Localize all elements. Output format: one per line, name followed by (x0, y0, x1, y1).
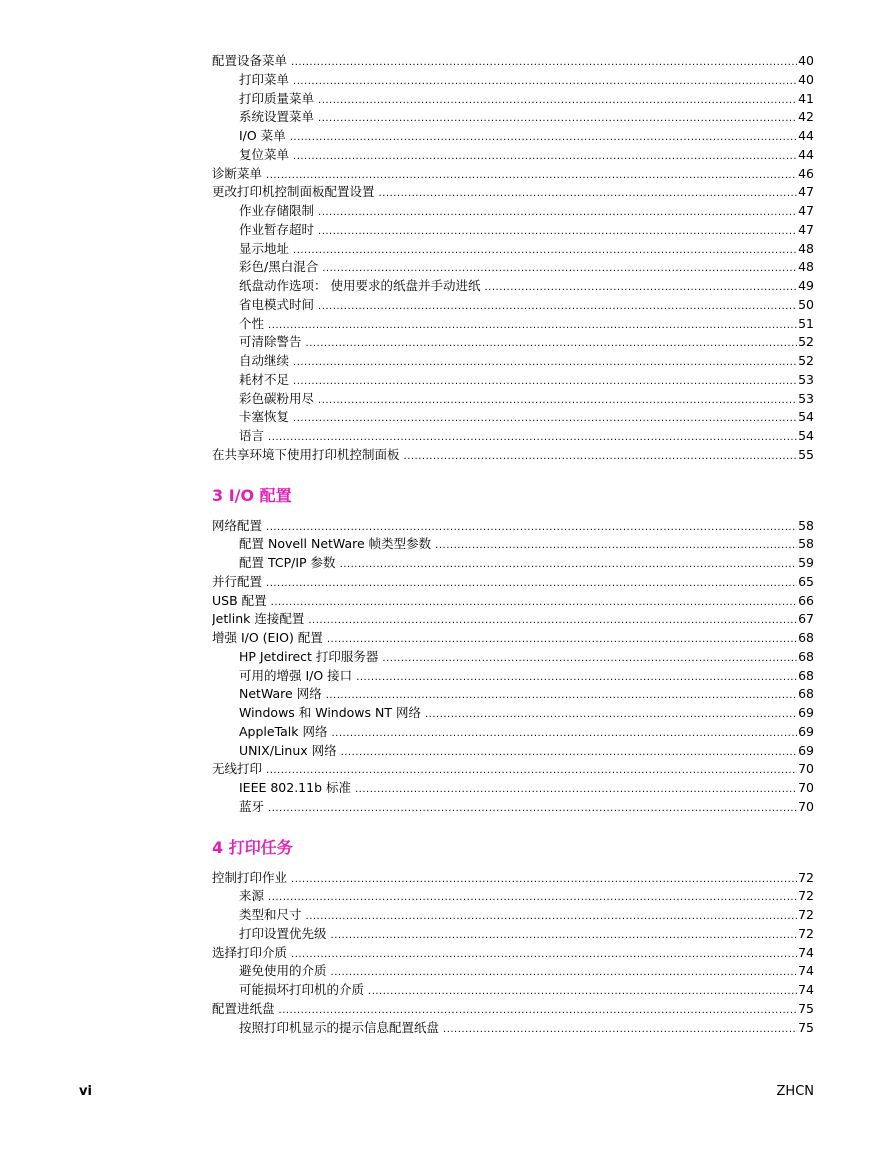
toc-dot-leader (331, 927, 798, 944)
toc-entry-label: 蓝牙 (239, 798, 265, 814)
toc-entry-label: 并行配置 (212, 573, 263, 589)
toc-dot-leader (293, 373, 797, 390)
toc-entry-page-number: 68 (798, 686, 814, 702)
toc-dot-leader (318, 298, 797, 315)
toc-entry[interactable] (212, 71, 814, 90)
toc-entry-page-number: 72 (798, 907, 814, 922)
toc-entry-page-number: 75 (798, 1019, 814, 1035)
toc-dot-leader (326, 687, 797, 704)
toc-dot-leader (268, 889, 797, 906)
toc-entry-label: 更改打印机控制面板配置设置 (212, 184, 375, 200)
toc-entry-label: 卡塞恢复 (239, 409, 290, 425)
toc-entry-page-number: 50 (798, 296, 814, 312)
toc-entry[interactable] (212, 277, 814, 296)
toc-entry-page-number: 48 (798, 240, 814, 256)
toc-dot-leader (404, 448, 798, 465)
toc-entry-page-number: 48 (798, 259, 814, 275)
toc-entry-page-number: 52 (798, 353, 814, 368)
toc-entry-label: 自动继续 (239, 353, 290, 368)
toc-entry-page-number: 66 (798, 592, 814, 608)
toc-entry-page-number: 69 (798, 723, 814, 739)
toc-dot-leader (318, 110, 797, 127)
toc-entry[interactable] (212, 258, 814, 277)
toc-entry-page-number: 58 (798, 536, 814, 552)
toc-entry-page-number: 47 (798, 203, 814, 218)
toc-entry-label: 选择打印介质 (212, 944, 288, 960)
toc-entry-page-number: 74 (798, 944, 814, 960)
toc-entry[interactable] (212, 315, 814, 334)
toc-entry-page-number: 49 (798, 278, 814, 293)
toc-entry[interactable] (212, 202, 814, 221)
toc-entry-page-number: 51 (798, 315, 814, 331)
toc-dot-leader (308, 612, 797, 629)
toc-dot-leader (271, 594, 797, 611)
toc-group-chapter-3 (212, 517, 814, 817)
toc-dot-leader (291, 946, 797, 963)
toc-entry-page-number: 69 (798, 742, 814, 758)
toc-entry-label: I/O 菜单 (239, 128, 286, 143)
toc-dot-leader (435, 537, 797, 554)
toc-dot-leader (290, 129, 797, 146)
toc-entry-label: 在共享环境下使用打印机控制面板 (212, 446, 400, 462)
chapter-3-heading: 3 I/O 配置 (212, 485, 292, 505)
toc-entry-page-number: 41 (798, 90, 814, 106)
toc-dot-leader (318, 92, 797, 109)
toc-dot-leader (382, 650, 797, 667)
toc-entry[interactable] (212, 371, 814, 390)
toc-entry-label: 避免使用的介质 (239, 963, 327, 979)
toc-entry[interactable] (212, 592, 814, 611)
toc-dot-leader (293, 354, 797, 371)
toc-entry[interactable] (212, 554, 814, 573)
toc-dot-leader (266, 167, 797, 184)
toc-entry-page-number: 53 (798, 390, 814, 406)
toc-dot-leader (425, 706, 797, 723)
toc-entry[interactable] (212, 887, 814, 906)
toc-dot-leader (443, 1021, 797, 1038)
toc-entry[interactable] (212, 90, 814, 109)
toc-entry[interactable] (212, 517, 814, 536)
toc-entry[interactable] (212, 296, 814, 315)
toc-entry-label: 彩色/黑白混合 (239, 259, 319, 275)
toc-entry-page-number: 70 (798, 761, 814, 777)
toc-entry-page-number: 72 (798, 925, 814, 941)
toc-entry-label: 配置 TCP/IP 参数 (239, 555, 336, 570)
toc-entry-label: UNIX/Linux 网络 (239, 742, 337, 758)
toc-dot-leader (332, 725, 798, 742)
toc-entry[interactable] (212, 352, 814, 371)
toc-entry-label: 可清除警告 (239, 334, 302, 350)
toc-entry-page-number: 54 (798, 409, 814, 425)
toc-dot-leader (379, 185, 798, 202)
toc-entry-label: 复位菜单 (239, 146, 290, 162)
toc-entry-label: Windows 和 Windows NT 网络 (239, 705, 421, 720)
toc-entry[interactable] (212, 925, 814, 944)
toc-entry[interactable] (212, 760, 814, 779)
toc-dot-leader (279, 1002, 798, 1019)
toc-entry-page-number: 47 (798, 221, 814, 237)
toc-group-chapter-4 (212, 869, 814, 1038)
toc-entry-page-number: 65 (798, 573, 814, 589)
toc-entry-label: 控制打印作业 (212, 869, 288, 885)
toc-dot-leader (356, 669, 797, 686)
toc-entry-label: AppleTalk 网络 (239, 723, 328, 739)
toc-dot-leader (318, 204, 797, 221)
toc-entry-page-number: 67 (798, 611, 814, 627)
toc-entry[interactable] (212, 629, 814, 648)
toc-entry-label: USB 配置 (212, 592, 267, 608)
toc-entry[interactable] (212, 648, 814, 667)
toc-entry-page-number: 59 (798, 555, 814, 570)
toc-entry-page-number: 58 (798, 517, 814, 533)
toc-entry[interactable] (212, 962, 814, 981)
toc-entry-page-number: 55 (798, 446, 814, 462)
toc-dot-leader (266, 519, 797, 536)
toc-dot-leader (318, 392, 797, 409)
toc-entry[interactable] (212, 446, 814, 465)
toc-entry[interactable] (212, 573, 814, 592)
toc-entry[interactable] (212, 1000, 814, 1019)
toc-entry-label: 彩色碳粉用尽 (239, 390, 315, 406)
table-of-contents (212, 52, 814, 1037)
toc-entry-page-number: 68 (798, 630, 814, 645)
toc-entry-label: 配置 Novell NetWare 帧类型参数 (239, 536, 432, 552)
toc-entry[interactable] (212, 798, 814, 817)
toc-entry[interactable] (212, 906, 814, 925)
toc-entry-label: 省电模式时间 (239, 296, 315, 312)
toc-dot-leader (293, 410, 797, 427)
toc-entry[interactable] (212, 52, 814, 71)
toc-entry[interactable] (212, 165, 814, 184)
toc-entry-label: 配置设备菜单 (212, 53, 288, 68)
toc-entry-page-number: 70 (798, 798, 814, 814)
toc-entry[interactable] (212, 779, 814, 798)
toc-entry[interactable] (212, 390, 814, 409)
toc-dot-leader (293, 148, 797, 165)
toc-entry-label: Jetlink 连接配置 (212, 611, 305, 627)
toc-dot-leader (327, 631, 797, 648)
toc-entry-label: 显示地址 (239, 240, 290, 256)
toc-dot-leader (268, 800, 797, 817)
toc-dot-leader (484, 279, 797, 296)
toc-entry[interactable] (212, 1019, 814, 1038)
toc-dot-leader (266, 575, 797, 592)
toc-entry-page-number: 42 (798, 109, 814, 125)
toc-entry-label: IEEE 802.11b 标准 (239, 780, 351, 795)
toc-dot-leader (268, 429, 797, 446)
toc-entry-label: 配置进纸盘 (212, 1000, 275, 1016)
chapter-4-heading: 4 打印任务 (212, 837, 293, 857)
toc-entry[interactable] (212, 183, 814, 202)
toc-entry[interactable] (212, 981, 814, 1000)
toc-entry-label: 打印菜单 (239, 71, 290, 87)
toc-entry[interactable] (212, 127, 814, 146)
toc-entry-label: 作业暂存超时 (239, 221, 315, 237)
toc-entry-label: 无线打印 (212, 761, 263, 777)
toc-entry-label: 诊断菜单 (212, 165, 263, 181)
toc-dot-leader (340, 556, 798, 573)
toc-dot-leader (322, 260, 797, 277)
toc-dot-leader (291, 54, 797, 71)
toc-entry-label: 增强 I/O (EIO) 配置 (212, 630, 323, 645)
footer-page-number: vi (79, 1084, 92, 1099)
toc-entry-page-number: 72 (798, 869, 814, 885)
toc-entry-label: 语言 (239, 428, 265, 443)
toc-entry[interactable] (212, 333, 814, 352)
toc-entry-label: 耗材不足 (239, 371, 290, 387)
toc-entry[interactable] (212, 535, 814, 554)
toc-entry[interactable] (212, 427, 814, 446)
toc-group-device-config (212, 52, 814, 465)
toc-entry-label: 作业存储限制 (239, 203, 315, 218)
toc-entry[interactable] (212, 704, 814, 723)
toc-entry-page-number: 44 (798, 146, 814, 162)
toc-entry-label: 网络配置 (212, 517, 263, 533)
toc-entry-label: HP Jetdirect 打印服务器 (239, 648, 379, 664)
toc-entry[interactable] (212, 944, 814, 963)
toc-entry-label: 纸盘动作选项： 使用要求的纸盘并手动进纸 (239, 278, 481, 293)
toc-entry-page-number: 70 (798, 780, 814, 795)
toc-entry-label: 按照打印机显示的提示信息配置纸盘 (239, 1019, 440, 1035)
toc-entry-label: 来源 (239, 888, 265, 904)
toc-entry-page-number: 54 (798, 428, 814, 443)
toc-dot-leader (318, 223, 797, 240)
toc-entry[interactable] (212, 869, 814, 888)
toc-dot-leader (268, 317, 797, 334)
toc-entry[interactable] (212, 240, 814, 259)
toc-entry[interactable] (212, 408, 814, 427)
toc-entry-label: NetWare 网络 (239, 686, 322, 702)
toc-entry[interactable] (212, 723, 814, 742)
toc-dot-leader (293, 73, 797, 90)
toc-entry-page-number: 75 (798, 1000, 814, 1016)
toc-dot-leader (355, 781, 797, 798)
toc-entry[interactable] (212, 667, 814, 686)
toc-entry-label: 可用的增强 I/O 接口 (239, 667, 353, 683)
toc-entry-page-number: 69 (798, 705, 814, 720)
toc-entry-page-number: 40 (798, 71, 814, 87)
toc-entry-page-number: 72 (798, 888, 814, 904)
toc-dot-leader (368, 983, 797, 1000)
toc-entry-label: 系统设置菜单 (239, 109, 315, 125)
toc-entry-label: 打印设置优先级 (239, 925, 327, 941)
toc-dot-leader (293, 242, 797, 259)
toc-dot-leader (306, 908, 798, 925)
toc-entry-page-number: 53 (798, 371, 814, 387)
toc-entry[interactable] (212, 221, 814, 240)
toc-dot-leader (266, 762, 797, 779)
toc-entry[interactable] (212, 108, 814, 127)
toc-entry-page-number: 74 (798, 963, 814, 979)
toc-entry-page-number: 68 (798, 648, 814, 664)
toc-entry-page-number: 44 (798, 128, 814, 143)
toc-entry-page-number: 46 (798, 165, 814, 181)
toc-entry-label: 个性 (239, 315, 265, 331)
toc-dot-leader (306, 335, 798, 352)
toc-entry-page-number: 52 (798, 334, 814, 350)
toc-entry-label: 可能损坏打印机的介质 (239, 982, 365, 997)
toc-entry-label: 打印质量菜单 (239, 90, 315, 106)
toc-entry[interactable] (212, 146, 814, 165)
toc-entry-page-number: 47 (798, 184, 814, 200)
toc-dot-leader (291, 871, 797, 888)
toc-entry-page-number: 74 (798, 982, 814, 997)
toc-entry[interactable] (212, 610, 814, 629)
toc-entry[interactable] (212, 742, 814, 761)
footer-locale: ZHCN (776, 1084, 814, 1099)
toc-entry-page-number: 40 (798, 53, 814, 68)
toc-entry[interactable] (212, 685, 814, 704)
toc-entry-page-number: 68 (798, 667, 814, 683)
toc-dot-leader (341, 744, 797, 761)
toc-entry-label: 类型和尺寸 (239, 907, 302, 922)
toc-dot-leader (331, 964, 798, 981)
